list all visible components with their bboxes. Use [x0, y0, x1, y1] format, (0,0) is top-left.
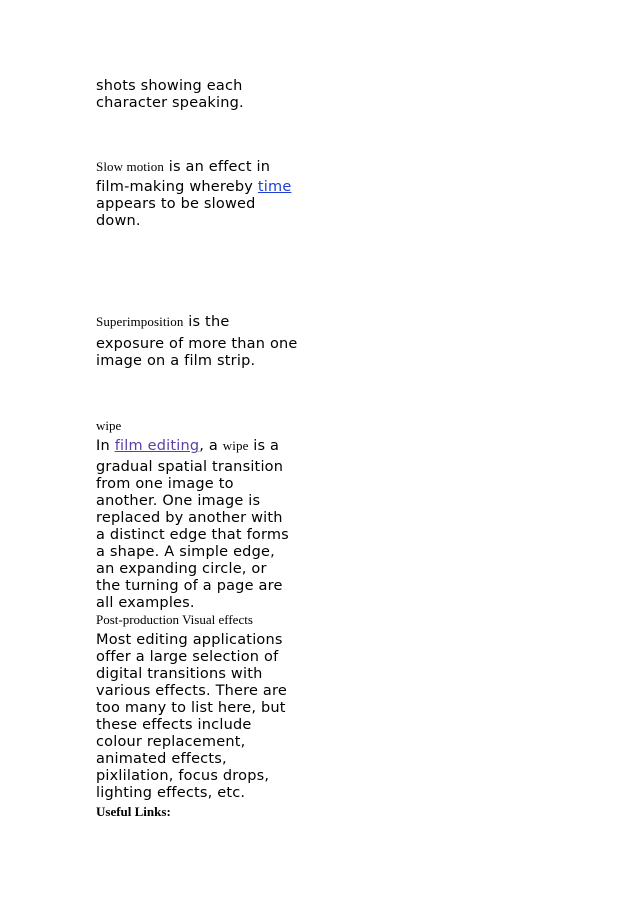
wipe-line: another. One image is [96, 493, 261, 509]
slow-motion-line: down. [96, 213, 141, 229]
post-production-line: too many to list here, but [96, 700, 286, 716]
intro-line: character speaking. [96, 95, 244, 111]
slow-motion-lead: is an effect in [163, 159, 271, 175]
wipe-in-label: In [96, 438, 115, 454]
wipe-first-line [96, 436, 316, 456]
film-editing-link[interactable]: film editing [114, 438, 200, 454]
wipe-line: gradual spatial transition [96, 459, 284, 475]
slow-motion-first-line [96, 157, 316, 177]
wipe-term: wipe [222, 438, 249, 453]
wipe-line: replaced by another with [96, 510, 283, 526]
post-production-line: digital transitions with [96, 666, 263, 682]
slow-motion-paragraph [96, 157, 316, 230]
slow-motion-line: appears to be slowed [96, 196, 256, 212]
intro-paragraph [96, 78, 316, 112]
slow-motion-term: Slow motion [96, 159, 164, 174]
superimposition-first-line [96, 312, 316, 332]
time-link[interactable]: time [257, 179, 292, 195]
post-production-line: animated effects, [96, 751, 227, 767]
wipe-comma: , a [199, 438, 223, 454]
wipe-heading: wipe [96, 418, 122, 433]
post-production-line: various effects. There are [96, 683, 287, 699]
wipe-line: an expanding circle, or [96, 561, 267, 577]
post-production-line: Most editing applications [96, 632, 283, 648]
post-production-heading: Post-production Visual effects [96, 612, 253, 627]
wipe-paragraph [96, 436, 316, 612]
post-production-line: offer a large selection of [96, 649, 279, 665]
slow-motion-text: film-making whereby [96, 179, 258, 195]
post-production-line: colour replacement, [96, 734, 246, 750]
superimposition-line: image on a film strip. [96, 353, 256, 369]
wipe-line: all examples. [96, 595, 195, 611]
post-production-paragraph [96, 632, 316, 802]
post-production-line: lighting effects, etc. [96, 785, 246, 801]
post-production-line: pixlilation, focus drops, [96, 768, 270, 784]
superimposition-paragraph [96, 312, 316, 370]
wipe-line: from one image to [96, 476, 234, 492]
wipe-is-a: is a [248, 438, 280, 454]
intro-line: shots showing each [96, 78, 243, 94]
useful-links-heading: Useful Links: [96, 804, 171, 819]
superimposition-term: Superimposition [96, 314, 184, 329]
wipe-line: the turning of a page are [96, 578, 283, 594]
wipe-line: a distinct edge that forms [96, 527, 289, 543]
superimposition-line: exposure of more than one [96, 336, 298, 352]
superimposition-lead: is the [183, 314, 230, 330]
slow-motion-second-line [96, 179, 316, 196]
post-production-line: these effects include [96, 717, 252, 733]
wipe-line: a shape. A simple edge, [96, 544, 275, 560]
